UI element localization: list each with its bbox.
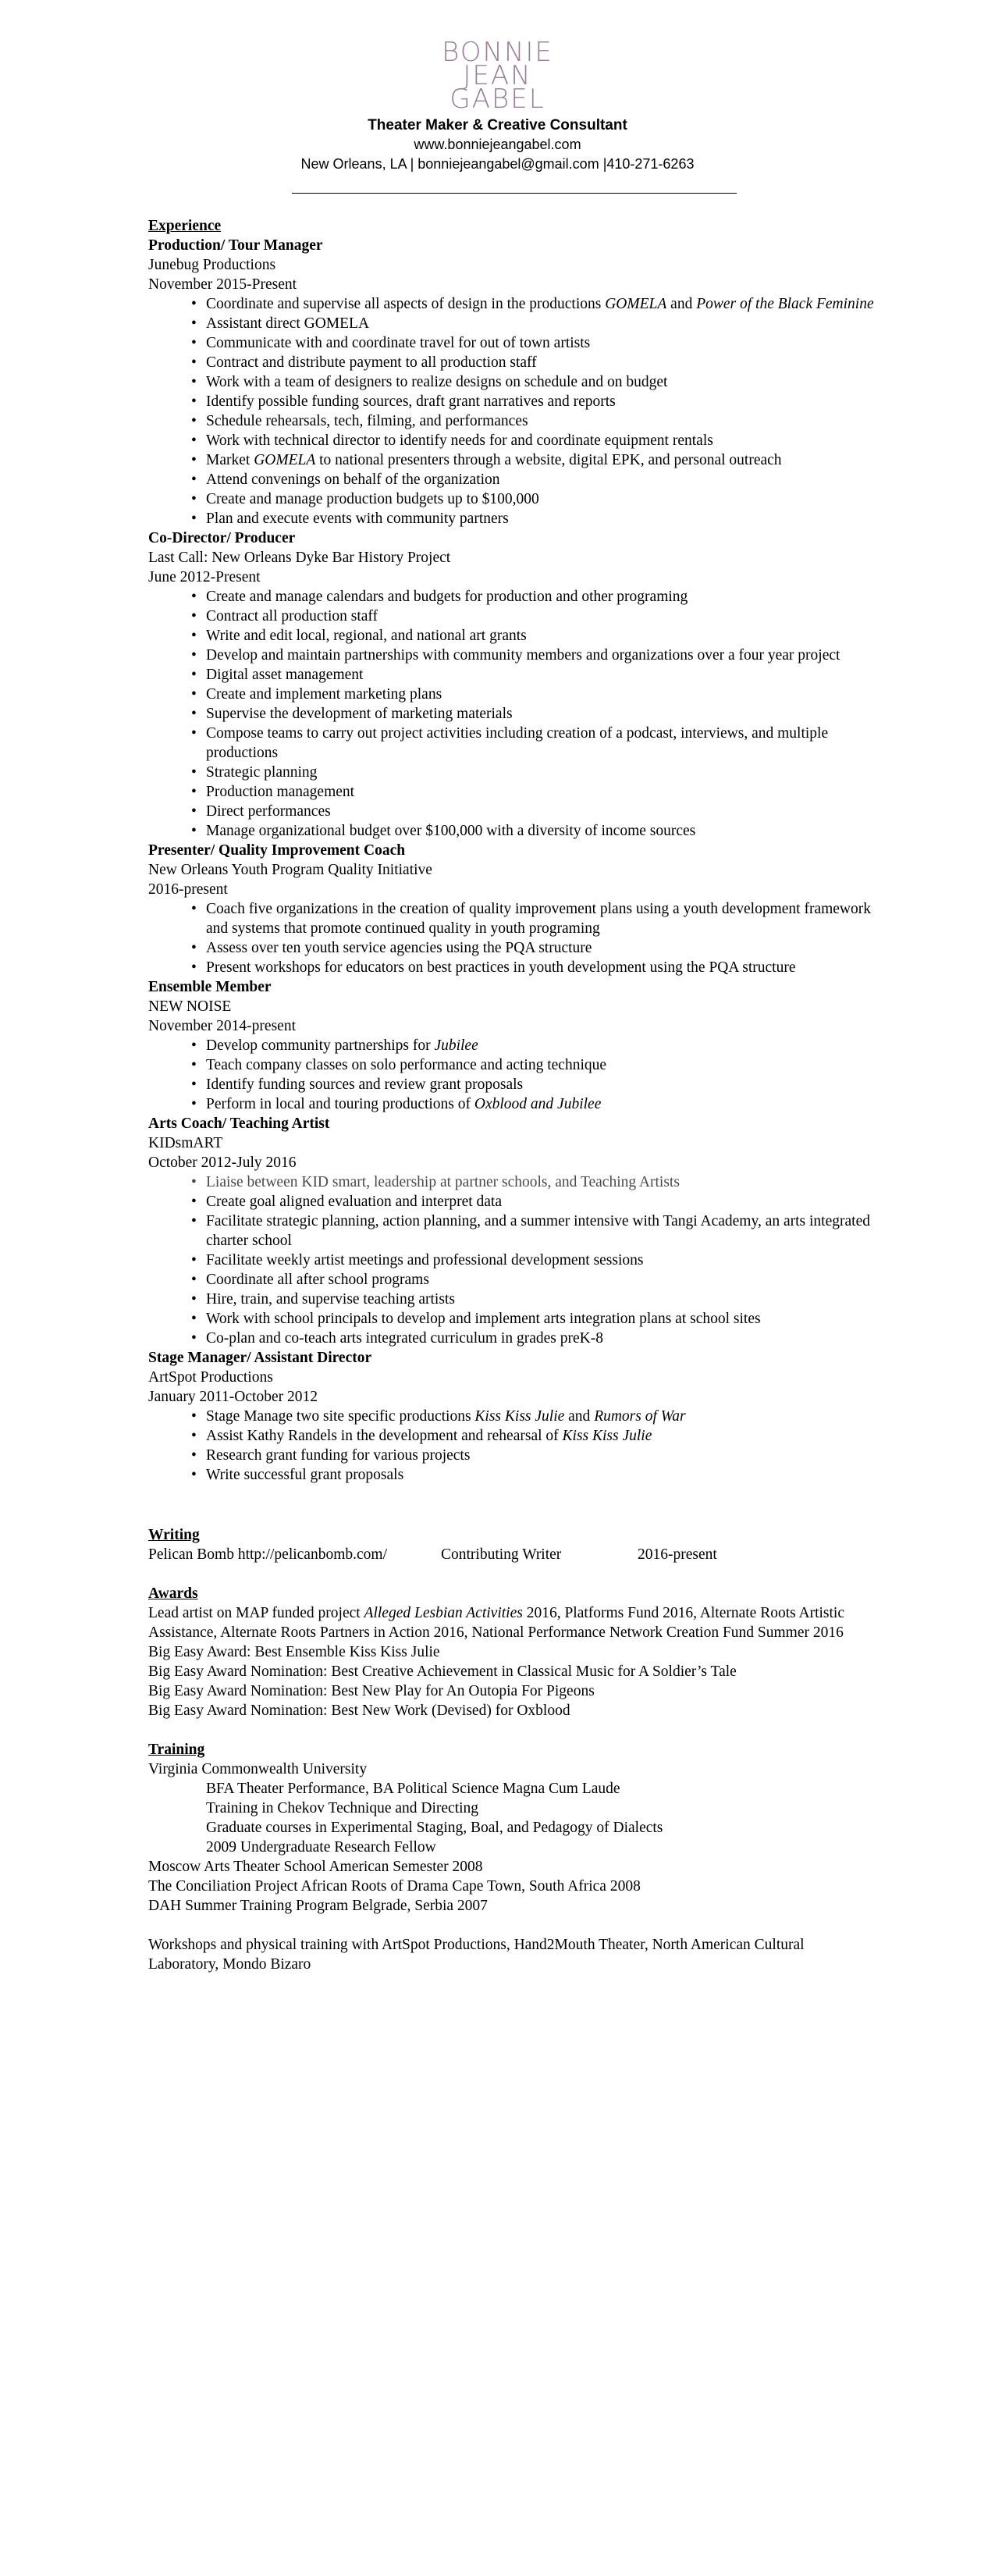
training-school: Virginia Commonwealth University (148, 1761, 368, 1777)
duty-item: • Strategic planning (148, 763, 874, 782)
job-organization: NEW NOISE (148, 998, 232, 1015)
duty-text: Market (206, 452, 254, 468)
name-logo (0, 37, 995, 115)
logo-line-last: GABEL (450, 84, 545, 115)
duty-text: Coordinate and supervise all aspects of design in the productions (206, 296, 606, 312)
award-item: Big Easy Award Nomination: Best Creative Achievement in Classical Music for A Soldier’s Tale (148, 1663, 737, 1680)
duty-item: • Compose teams to carry out project activities including creation of a podcast, interviews, and multiple productions (148, 724, 874, 763)
job-dates: June 2012-Present (148, 569, 261, 585)
duty-item: • Create and manage calendars and budgets for production and other programing (148, 587, 874, 607)
experience-entry (148, 977, 874, 1114)
training-workshops: Workshops and physical training with ArtSpot Productions, Hand2Mouth Theater, North American Cultural Laboratory, Mondo Bizaro (148, 1937, 805, 1973)
header-divider (292, 193, 737, 194)
contact-line: New Orleans, LA | bonniejeangabel@gmail.com |410-271-6263 (300, 156, 695, 172)
job-role: Stage Manager/ Assistant Director (148, 1350, 372, 1366)
training-school-details (148, 1779, 874, 1857)
training-heading: Training (148, 1742, 205, 1758)
duty-item: • Write successful grant proposals (148, 1465, 874, 1485)
duty-item: • Assistant direct GOMELA (148, 314, 874, 333)
job-organization: KIDsmART (148, 1135, 223, 1151)
duty-item: • Digital asset management (148, 665, 874, 685)
production-title: Power of the Black Feminine (696, 296, 874, 312)
duty-item: • Present workshops for educators on best practices in youth development using the PQA structure (148, 958, 874, 977)
training-program: The Conciliation Project African Roots of Drama Cape Town, South Africa 2008 (148, 1878, 641, 1895)
duty-item: • Production management (148, 782, 874, 802)
production-title: Kiss Kiss Julie (474, 1408, 565, 1425)
duty-item: • Identify funding sources and review grant proposals (148, 1075, 874, 1094)
duty-text: Perform in local and touring productions of (206, 1096, 474, 1112)
training-program: DAH Summer Training Program Belgrade, Serbia 2007 (148, 1898, 488, 1914)
duty-item: • Co-plan and co-teach arts integrated curriculum in grades preK-8 (148, 1329, 874, 1348)
job-duties (148, 587, 874, 841)
award-item: Big Easy Award: Best Ensemble Kiss Kiss Julie (148, 1644, 440, 1660)
writing-role: Contributing Writer (441, 1546, 562, 1563)
duty-text: to national presenters through a website, digital EPK, and personal outreach (315, 452, 782, 468)
job-dates: 2016-present (148, 881, 228, 898)
duty-item: • Teach company classes on solo performance and acting technique (148, 1055, 874, 1075)
production-title: Rumors of War (594, 1408, 686, 1425)
professional-title: Theater Maker & Creative Consultant (368, 117, 627, 133)
experience-list (148, 236, 874, 1485)
training-program: Moscow Arts Theater School American Semester 2008 (148, 1859, 483, 1875)
duty-item (148, 294, 874, 314)
award-item: Big Easy Award Nomination: Best New Work (Devised) for Oxblood (148, 1703, 570, 1719)
duty-item: • Assess over ten youth service agencies using the PQA structure (148, 938, 874, 958)
duty-item (148, 1094, 874, 1114)
website-link[interactable]: www.bonniejeangabel.com (414, 137, 581, 152)
duty-item: • Supervise the development of marketing materials (148, 704, 874, 724)
duty-item: • Work with a team of designers to realize designs on schedule and on budget (148, 372, 874, 392)
duty-item: • Plan and execute events with community partners (148, 509, 874, 528)
job-duties (148, 294, 874, 528)
duty-text: and (564, 1408, 595, 1425)
duty-item: • Coach five organizations in the creation of quality improvement plans using a youth development framework and systems that promote continued quality in youth programing (148, 899, 874, 938)
duty-item (148, 1407, 874, 1426)
duty-item: • Contract all production staff (148, 607, 874, 626)
duty-text: Stage Manage two site specific productions (206, 1408, 475, 1425)
production-title: Kiss Kiss Julie (562, 1428, 652, 1444)
job-role: Arts Coach/ Teaching Artist (148, 1115, 330, 1132)
duty-item: • Communicate with and coordinate travel for out of town artists (148, 333, 874, 353)
duty-item: • Develop and maintain partnerships with community members and organizations over a four year project (148, 646, 874, 665)
resume-body (148, 216, 874, 1974)
duty-item: • Create and manage production budgets up to $100,000 (148, 489, 874, 509)
production-title: GOMELA (605, 296, 667, 312)
training-detail: Graduate courses in Experimental Staging, Boal, and Pedagogy of Dialects (206, 1820, 663, 1836)
duty-item: • Write and edit local, regional, and national art grants (148, 626, 874, 646)
duty-text: and (666, 296, 697, 312)
duty-item (148, 450, 874, 470)
training-detail: Training in Chekov Technique and Directing (206, 1800, 479, 1816)
duty-item: • Coordinate all after school programs (148, 1270, 874, 1290)
production-title: Jubilee (434, 1037, 478, 1054)
duty-item (148, 1426, 874, 1446)
training-detail: BFA Theater Performance, BA Political Science Magna Cum Laude (206, 1781, 620, 1797)
job-role: Ensemble Member (148, 979, 272, 995)
writing-outlet: Pelican Bomb http://pelicanbomb.com/ (148, 1546, 387, 1563)
job-duties (148, 1172, 874, 1348)
writing-entry (148, 1545, 874, 1564)
training-other-list (148, 1857, 874, 1916)
duty-item: • Work with technical director to identify needs for and coordinate equipment rentals (148, 431, 874, 450)
duty-item: • Create goal aligned evaluation and interpret data (148, 1192, 874, 1212)
job-duties (148, 1407, 874, 1485)
job-organization: ArtSpot Productions (148, 1369, 273, 1386)
job-dates: January 2011-October 2012 (148, 1389, 318, 1405)
award-item: Big Easy Award Nomination: Best New Play for An Outopia For Pigeons (148, 1683, 595, 1699)
experience-entry (148, 1114, 874, 1348)
job-dates: November 2014-present (148, 1018, 296, 1034)
job-role: Co-Director/ Producer (148, 530, 296, 546)
duty-item: • Facilitate weekly artist meetings and professional development sessions (148, 1251, 874, 1270)
experience-entry (148, 841, 874, 977)
duty-item: • Create and implement marketing plans (148, 685, 874, 704)
awards-list (148, 1642, 874, 1720)
job-role: Production/ Tour Manager (148, 237, 323, 254)
duty-item: • Liaise between KID smart, leadership at partner schools, and Teaching Artists (148, 1172, 874, 1192)
job-role: Presenter/ Quality Improvement Coach (148, 842, 406, 859)
production-title: GOMELA (254, 452, 316, 468)
writing-heading: Writing (148, 1527, 200, 1543)
duty-item: • Contract and distribute payment to all production staff (148, 353, 874, 372)
logo-line-first: BONNIE (442, 37, 553, 68)
production-title: Oxblood and Jubilee (474, 1096, 602, 1112)
job-duties (148, 1036, 874, 1114)
job-organization: Junebug Productions (148, 257, 276, 273)
awards-heading: Awards (148, 1585, 198, 1602)
duty-item: • Work with school principals to develop and implement arts integration plans at school sites (148, 1309, 874, 1329)
duty-item: • Attend convenings on behalf of the organization (148, 470, 874, 489)
job-organization: New Orleans Youth Program Quality Initiative (148, 862, 432, 878)
duty-item (148, 1036, 874, 1055)
duty-item: • Schedule rehearsals, tech, filming, and performances (148, 411, 874, 431)
duty-item: • Identify possible funding sources, draft grant narratives and reports (148, 392, 874, 411)
experience-heading: Experience (148, 218, 222, 234)
experience-entry (148, 1348, 874, 1485)
award-map-funding: Lead artist on MAP funded project Alleged Lesbian Activities 2016, Platforms Fund 2016, Alternate Roots Artistic Assistance, Alternate Roots Partners in Action 2016, National Performance Network Creation Fund Summer 2016 (148, 1605, 845, 1641)
duty-item: • Manage organizational budget over $100,000 with a diversity of income sources (148, 821, 874, 841)
duty-item: • Direct performances (148, 802, 874, 821)
job-duties (148, 899, 874, 977)
duty-item: • Facilitate strategic planning, action planning, and a summer intensive with Tangi Academy, an arts integrated charter school (148, 1212, 874, 1251)
logo-line-middle: JEAN (463, 60, 532, 91)
job-dates: November 2015-Present (148, 276, 297, 293)
experience-entry (148, 236, 874, 528)
duty-item: • Research grant funding for various projects (148, 1446, 874, 1465)
experience-entry (148, 528, 874, 841)
training-detail: 2009 Undergraduate Research Fellow (206, 1839, 436, 1856)
duty-text: Assist Kathy Randels in the development and rehearsal of (206, 1428, 563, 1444)
job-dates: October 2012-July 2016 (148, 1155, 297, 1171)
duty-item: • Hire, train, and supervise teaching artists (148, 1290, 874, 1309)
job-organization: Last Call: New Orleans Dyke Bar History Project (148, 550, 451, 566)
duty-text: Develop community partnerships for (206, 1037, 435, 1054)
writing-dates: 2016-present (638, 1546, 717, 1563)
